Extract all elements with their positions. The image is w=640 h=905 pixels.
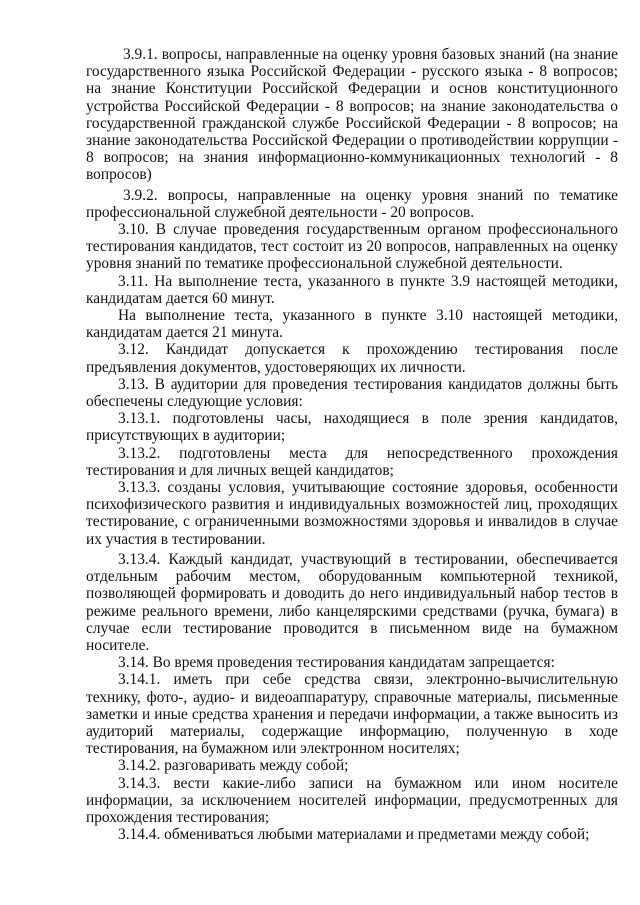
paragraph-3-13: 3.13. В аудитории для проведения тестирования кандидатов должны быть обеспечены следующие условия: — [86, 375, 618, 411]
paragraph-3-11-cont: На выполнение теста, указанного в пункте 3.10 настоящей методики, кандидатам дается 21 минута. — [86, 307, 618, 342]
paragraph-3-10: 3.10. В случае проведения государственным органом профессионального тестирования кандидатов, тест состоит из 20 вопросов, направленных на оценку уровня знаний по тематике профессиональной служебной деятельности. — [86, 221, 618, 273]
paragraph-3-13-1: 3.13.1. подготовлены часы, находящиеся в поле зрения кандидатов, присутствующих в аудитории; — [86, 410, 618, 445]
paragraph-3-13-4: 3.13.4. Каждый кандидат, участвующий в тестировании, обеспечивается отдельным рабочим местом, оборудованным компьютерной техникой, позволяющей формировать и доводить до него индивидуальный набор тестов в режиме реального времени, либо канцелярскими средствами (ручка, бумага) в случае если тестирование проводится в письменном виде на бумажном носителе. — [86, 550, 618, 654]
paragraph-3-14-3: 3.14.3. вести какие-либо записи на бумажном или ином носителе информации, за исключением носителей информации, предусмотренных для прохождения тестирования; — [86, 774, 618, 826]
paragraph-3-14-4: 3.14.4. обмениваться любыми материалами и предметами между собой; — [118, 826, 590, 844]
paragraph-3-14-2: 3.14.2. разговаривать между собой; — [118, 757, 349, 775]
document-page — [86, 46, 618, 843]
paragraph-3-13-3: 3.13.3. созданы условия, учитывающие состояние здоровья, особенности психофизического развития и индивидуальных возможностей лиц, проходящих тестирование, с ограниченными возможностями здоровья и инвалидов в случае их участия в тестировании. — [86, 479, 618, 548]
paragraph-3-13-2: 3.13.2. подготовлены места для непосредственного прохождения тестирования и для личных вещей кандидатов; — [86, 444, 618, 479]
paragraph-3-14-1: 3.14.1. иметь при себе средства связи, электронно-вычислительную технику, фото-, аудио- и видеоаппаратуру, справочные материалы, письменные заметки и иные средства хранения и передачи информации, а также выносить из аудиторий материалы, содержащие информацию, полученную в ходе тестирования, на бумажном или электронном носителях; — [86, 671, 618, 758]
paragraph-3-9-2: 3.9.2. вопросы, направленные на оценку уровня знаний по тематике профессиональной служебной деятельности - 20 вопросов. — [86, 186, 618, 221]
paragraph-3-11: 3.11. На выполнение теста, указанного в пункте 3.9 настоящей методики, кандидатам дается 60 минут. — [86, 272, 618, 307]
paragraph-3-9-1: 3.9.1. вопросы, направленные на оценку уровня базовых знаний (на знание государственного языка Российской Федерации - русского языка - 8 вопросов; на знание Конституции Российской Федерации и основ конституционного устройства Российской Федерации - 8 вопросов; на знание законодательства о государственной гражданской службе Российской Федерации - 8 вопросов; на знание законодательства Российской Федерации о противодействии коррупции - 8 вопросов; на знания информационно-коммуникационных технологий - 8 вопросов) — [86, 46, 618, 184]
paragraph-3-12: 3.12. Кандидат допускается к прохождению тестирования после предъявления документов, удостоверяющих их личности. — [86, 341, 618, 376]
paragraph-3-14: 3.14. Во время проведения тестирования кандидатам запрещается: — [118, 654, 555, 672]
